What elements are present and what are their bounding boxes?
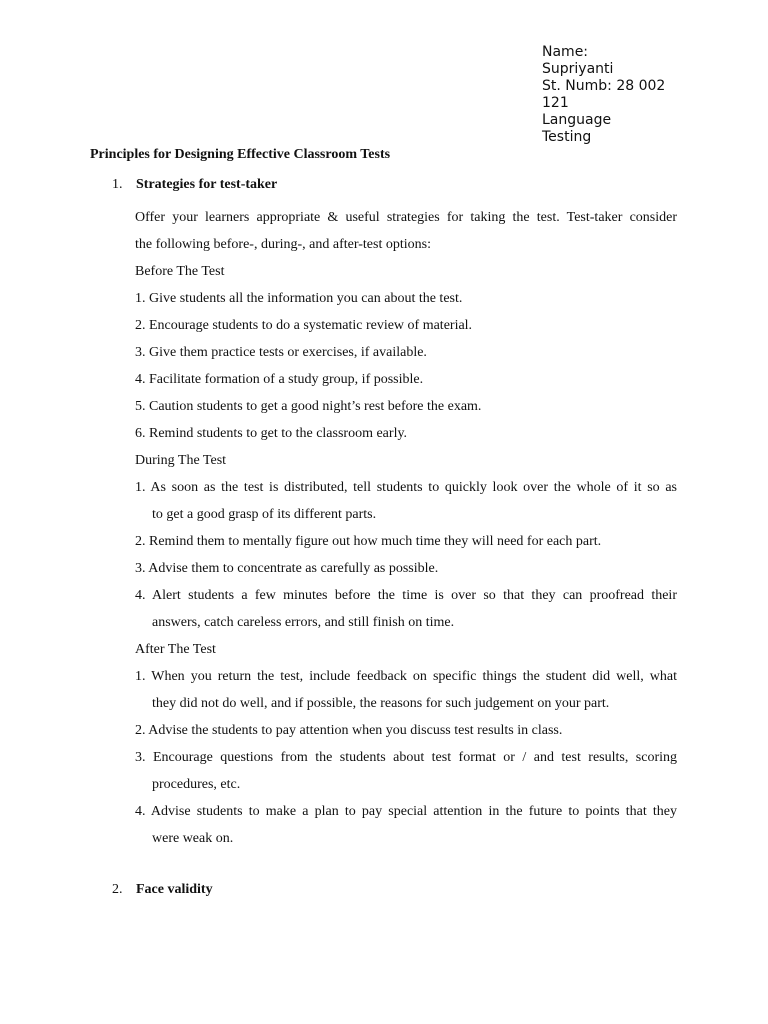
list-item: 1. As soon as the test is distributed, tell students to quickly look over the whole of it so as [135,480,677,495]
list-item: 2. Remind them to mentally figure out how much time they will need for each part. [135,534,602,549]
section-title: Strategies for test-taker [136,177,278,192]
intro-line-2: the following before-, during-, and after-test options: [135,237,431,252]
section-heading-2 [112,882,213,898]
list-item: 4. Facilitate formation of a study group, if possible. [135,372,424,387]
subheading-after: After The Test [135,642,216,657]
list-item: 5. Caution students to get a good night’s rest before the exam. [135,399,482,414]
list-item: 3. Give them practice tests or exercises, if available. [135,345,427,360]
course-line-2: Testing [542,129,592,145]
document-title: Principles for Designing Effective Classroom Tests [90,147,391,162]
section-number: 2. [112,882,123,897]
intro-line-1: Offer your learners appropriate & useful strategies for taking the test. Test-taker consider [135,210,677,225]
list-item: 3. Advise them to concentrate as carefully as possible. [135,561,439,576]
subheading-before: Before The Test [135,264,225,279]
section-1-body [135,204,677,852]
name-value: Supriyanti [542,61,614,77]
student-info-block [542,44,722,146]
section-number: 1. [112,177,123,192]
list-item-continued: procedures, etc. [152,777,241,792]
name-label: Name: [542,44,589,60]
list-item: 4. Alert students a few minutes before the time is over so that they can proofread their [135,588,677,603]
list-item-continued: were weak on. [152,831,234,846]
list-item: 2. Advise the students to pay attention when you discuss test results in class. [135,723,563,738]
subheading-during: During The Test [135,453,227,468]
list-item: 2. Encourage students to do a systematic review of material. [135,318,473,333]
list-item-continued: to get a good grasp of its different parts. [152,507,377,522]
course-line-1: Language [542,112,612,128]
list-item: 1. Give students all the information you can about the test. [135,291,463,306]
student-number: St. Numb: 28 002 [542,78,666,94]
student-number-continued: 121 [542,95,569,111]
list-item-continued: answers, catch careless errors, and still finish on time. [152,615,455,630]
list-item-continued: they did not do well, and if possible, the reasons for such judgement on your part. [152,696,610,711]
list-item: 1. When you return the test, include feedback on specific things the student did well, what [135,669,677,684]
section-title: Face validity [136,882,213,897]
list-item: 6. Remind students to get to the classroom early. [135,426,408,441]
section-heading-1 [112,177,277,193]
list-item: 4. Advise students to make a plan to pay special attention in the future to points that they [135,804,677,819]
list-item: 3. Encourage questions from the students about test format or / and test results, scoring [135,750,677,765]
